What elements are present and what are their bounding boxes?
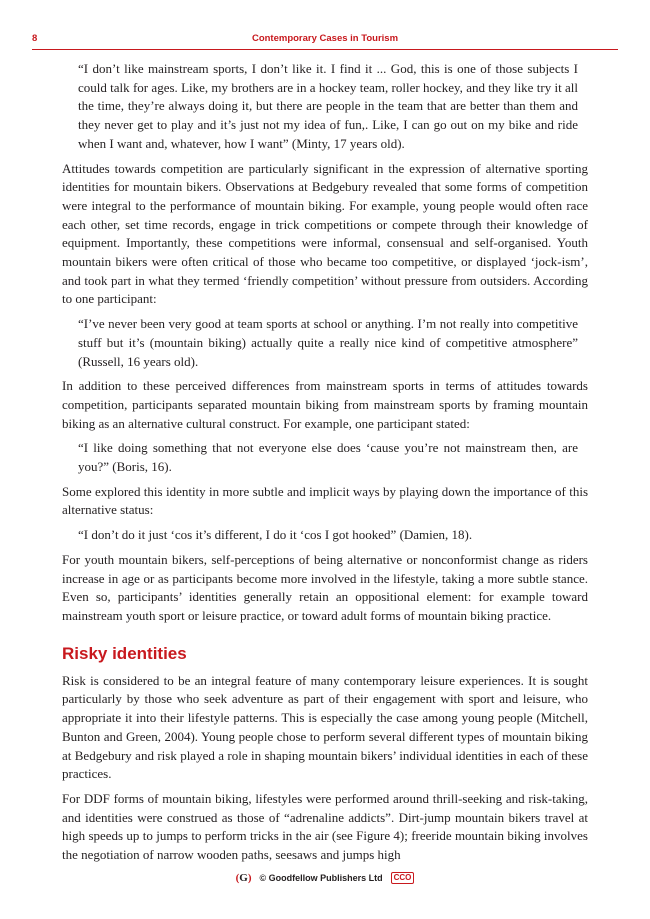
publisher-logo: (G) <box>235 872 252 884</box>
paragraph-self-perceptions: For youth mountain bikers, self-perceptions of being alternative or nonconformist change as riders increase in age or as participants become more involved in the lifestyle, taking a more subtle stance. Even so, participants’ identities generally retain an oppositional element: for example toward mainstream youth sport or leisure practice, or toward adult forms of mountain biking practice. <box>62 551 588 623</box>
quote-minty: “I don’t like mainstream sports, I don’t like it. I find it ... God, this is one of those subjects I could talk for ages. Like, my brothers are in a hockey team, roller hockey, and they like try it all the time, they’re always doing it, but there are people in the team that are better than them and they never get to play and it’s just not my idea of fun,. Like, I can go out on my bike and ride when I want and, whatever, how I want” (Minty, 17 years old). <box>78 61 578 151</box>
paragraph-competition: Attitudes towards competition are particularly significant in the expression of alternative sporting identities for mountain bikers. Observations at Bedgebury revealed that some forms of competition were integral to the performance of mountain biking. For example, young people would often race each other, set time records, engage in trick competitions or compete through their knowledge of equipment. Importantly, these competitions were informal, consensual and self-organised. Youth mountain bikers were often critical of those who became too competitive, or displayed ‘jock-ism’, and took part in what they termed ‘friendly competition’ without pressure from outsiders. According to one participant: <box>62 160 588 307</box>
paragraph-subtle-identity: Some explored this identity in more subtle and implicit ways by playing down the importance of this alternative status: <box>62 483 588 518</box>
page-number: 8 <box>32 33 38 44</box>
paragraph-ddf: For DDF forms of mountain biking, lifestyles were performed around thrill-seeking and risk-taking, and identities were construed as those of “adrenaline addicts”. Dirt-jump mountain bikers travel at high speeds up to jumps to perform tricks in the air (see Figure 4); freeride mountain biking involves the negotiation of narrow wooden paths, seesaws and jumps high <box>62 790 588 863</box>
paragraph-alternative-construct: In addition to these perceived differences from mainstream sports in terms of attitudes towards competition, participants separated mountain biking from mainstream sports by framing mountain biking as an alternative cultural construct. For example, one participant stated: <box>62 378 588 431</box>
page-footer <box>0 872 650 890</box>
copyright-notice: © Goodfellow Publishers Ltd <box>259 873 383 883</box>
section-heading: Risky identities <box>62 643 187 663</box>
cco-badge: CCO <box>391 872 415 884</box>
paragraph-risk: Risk is considered to be an integral feature of many contemporary leisure experiences. It is sought particularly by those who seek adventure as part of their engagement with sport and leisure, who appropriate it into their lifestyle patterns. This is especially the case among young people (Mitchell, Bunton and Green, 2004). Young people chose to perform several different types of mountain biking at Bedgebury and risk played a role in shaping mountain bikers’ individual identities in each of these practices. <box>62 672 588 782</box>
quote-damien: “I don’t do it just ‘cos it’s different, I do it ‘cos I got hooked” (Damien, 18). <box>78 527 473 543</box>
body-content <box>62 60 588 865</box>
quote-boris: “I like doing something that not everyone else does ‘cause you’re not mainstream then, are you?” (Boris, 16). <box>78 440 578 475</box>
quote-russell: “I’ve never been very good at team sports at school or anything. I’m not really into competitive stuff but it’s (mountain biking) actually quite a really nice kind of competitive atmosphere” (Russell, 16 years old). <box>78 316 578 369</box>
header-divider <box>32 49 618 50</box>
page-header <box>32 33 618 47</box>
running-title: Contemporary Cases in Tourism <box>251 33 399 44</box>
